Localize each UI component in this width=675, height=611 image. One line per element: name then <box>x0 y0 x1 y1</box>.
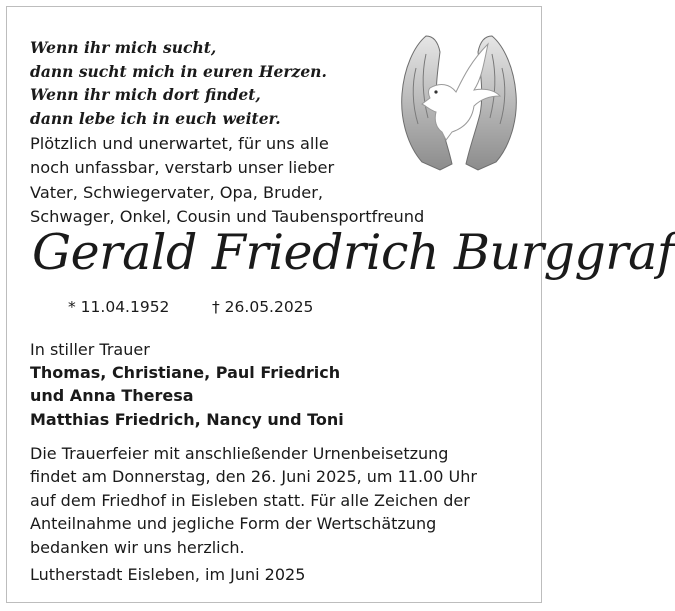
poem <box>30 36 327 130</box>
intro-text <box>30 132 424 229</box>
ceremony-line: findet am Donnerstag, den 26. Juni 2025, um 11.00 Uhr <box>30 467 477 487</box>
ceremony-line: auf dem Friedhof in Eisleben statt. Für alle Zeichen der <box>30 490 470 510</box>
mourning-intro: In stiller Trauer <box>30 340 150 359</box>
place-date: Lutherstadt Eisleben, im Juni 2025 <box>30 565 306 584</box>
intro-line: Plötzlich und unerwartet, für uns alle <box>30 134 329 153</box>
mourner-line: Matthias Friedrich, Nancy und Toni <box>30 409 344 429</box>
mourner-line: und Anna Theresa <box>30 386 194 406</box>
mourners-block <box>30 338 344 431</box>
poem-line: dann sucht mich in euren Herzen. <box>30 61 327 81</box>
intro-line: Schwager, Onkel, Cousin und Taubensportfreund <box>30 206 425 226</box>
ceremony-info <box>30 442 477 559</box>
deceased-name: Gerald Friedrich Burggraf <box>32 224 675 281</box>
poem-line: Wenn ihr mich dort findet, <box>30 85 261 104</box>
mourner-line: Thomas, Christiane, Paul Friedrich <box>30 363 341 383</box>
intro-line: noch unfassbar, verstarb unser lieber <box>30 158 335 178</box>
intro-line: Vater, Schwiegervater, Opa, Bruder, <box>30 182 324 202</box>
ceremony-line: bedanken wir uns herzlich. <box>30 537 245 557</box>
death-date: † 26.05.2025 <box>212 298 314 316</box>
poem-line: dann lebe ich in euch weiter. <box>30 108 281 128</box>
ceremony-line: Anteilnahme und jegliche Form der Wertschätzung <box>30 514 437 534</box>
ceremony-line: Die Trauerfeier mit anschließender Urnenbeisetzung <box>30 444 449 463</box>
birth-date: * 11.04.1952 <box>68 298 170 316</box>
poem-line: Wenn ihr mich sucht, <box>30 38 217 57</box>
